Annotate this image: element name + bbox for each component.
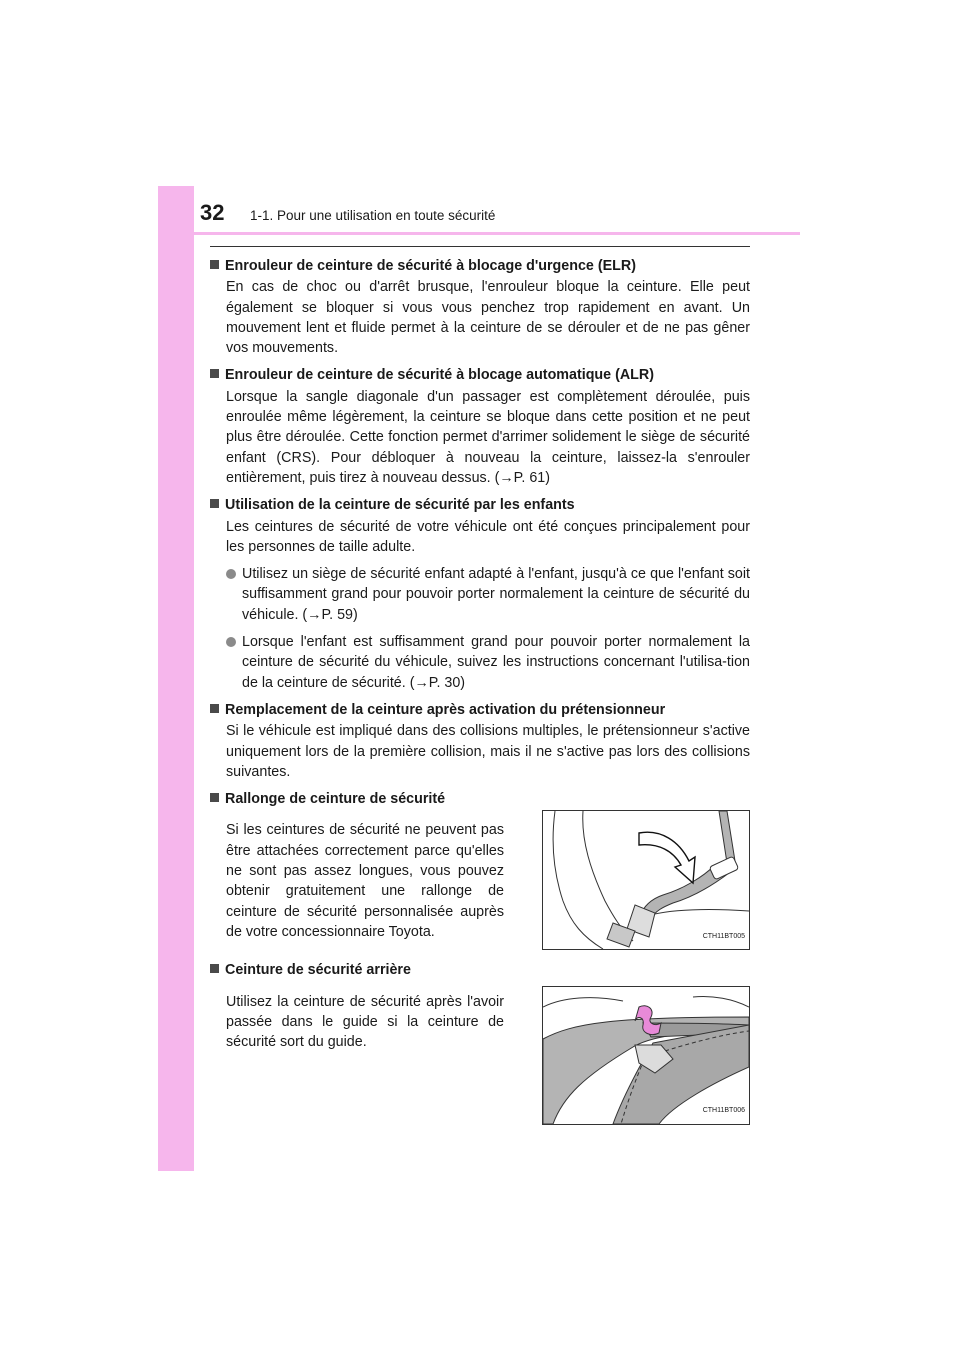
heading-text: Enrouleur de ceinture de sécurité à blocage automatique (ALR) [225,367,654,384]
extender-row [226,810,750,950]
section-body-elr: En cas de choc ou d'arrêt brusque, l'enrouleur bloque la ceinture. Elle peut également se bloquer si vous vous penchez trop rapidement en avant. Un mouvement lent et fluide permet à la ceinture de se dérouler et de ne pas gêner vos mouvements. [226,279,750,357]
heading-text: Utilisation de la ceinture de sécurité par les enfants [225,497,575,514]
square-bullet-icon [210,964,219,973]
square-bullet-icon [210,260,219,269]
page-content [210,256,750,1135]
figure-code: CTH11BT005 [702,933,745,941]
circle-bullet-icon [226,637,236,647]
heading-text: Enrouleur de ceinture de sécurité à blocage d'urgence (ELR) [225,258,636,274]
section-body-rear: Utilisez la ceinture de sécurité après l'avoir passée dans le guide si la ceinture de sécurité sort du guide. [226,993,504,1051]
square-bullet-icon [210,499,219,508]
bullet-item [226,632,750,693]
chapter-title: 1-1. Pour une utilisation en toute sécurité [250,208,496,223]
rear-row [226,982,750,1125]
seat-belt-extender-illustration [542,810,750,950]
square-bullet-icon [210,369,219,378]
heading-text: Remplacement de la ceinture après activation du prétensionneur [225,701,666,718]
rear-belt-guide-illustration [542,986,750,1125]
page-number: 32 [200,200,225,225]
section-heading-rear [210,960,750,980]
header-divider [158,232,800,235]
square-bullet-icon [210,793,219,802]
section-rule [210,246,750,247]
section-body-extender: Si les ceintures de sécurité ne peuvent pas être attachées correctement parce qu'elles ne sont pas assez longues, vous pouvez obtenir gratuitement une rallonge de ceinture de sécurité personnalisée auprès de votre concessionnaire Toyota. [226,822,504,940]
section-body-pretensioner: Si le véhicule est impliqué dans des collisions multiples, le prétensionneur s'active uniquement lors de la première collision, mais il ne s'active pas lors des collisions suivantes. [226,723,750,780]
section-heading-alr [210,365,750,385]
heading-text: Ceinture de sécurité arrière [225,962,411,979]
circle-bullet-icon [226,569,236,579]
heading-text: Rallonge de ceinture de sécurité [225,791,446,808]
section-body-children: Les ceintures de sécurité de votre véhicule ont été conçues principalement pour les personnes de taille adulte. [226,518,750,555]
bullet-text: Utilisez un siège de sécurité enfant adapté à l'enfant, jusqu'à ce que l'enfant soit suffisamment grand pour pouvoir porter normalement la ceinture de sécurité du véhicule. (→P. 59) [242,566,750,623]
section-body-alr: Lorsque la sangle diagonale d'un passager est complètement déroulée, puis enroulée même légèrement, la ceinture se bloque dans cette position et ne peut plus être déroulée. Cette fonction permet d'arrimer solidement le siège de sécurité enfant (CRS). Pour débloquer à nouveau la ceinture, laissez-la s'enrouler entièrement, puis tirez à nouveau dessus. (→P. 61) [226,388,750,486]
bullet-text: Lorsque l'enfant est suffisamment grand pour pouvoir porter normalement la ceinture de sécurité du véhicule, suivez les instructions concernant l'utilisa-tion de la ceinture de sécurité. (→P. 30) [242,634,750,691]
section-heading-extender [210,789,750,809]
square-bullet-icon [210,704,219,713]
section-heading-children [210,495,750,515]
bullet-item [226,564,750,625]
figure-code: CTH11BT006 [702,1107,745,1115]
section-heading-elr [210,256,750,276]
section-heading-pretensioner [210,700,750,720]
chapter-side-band [158,186,194,1171]
